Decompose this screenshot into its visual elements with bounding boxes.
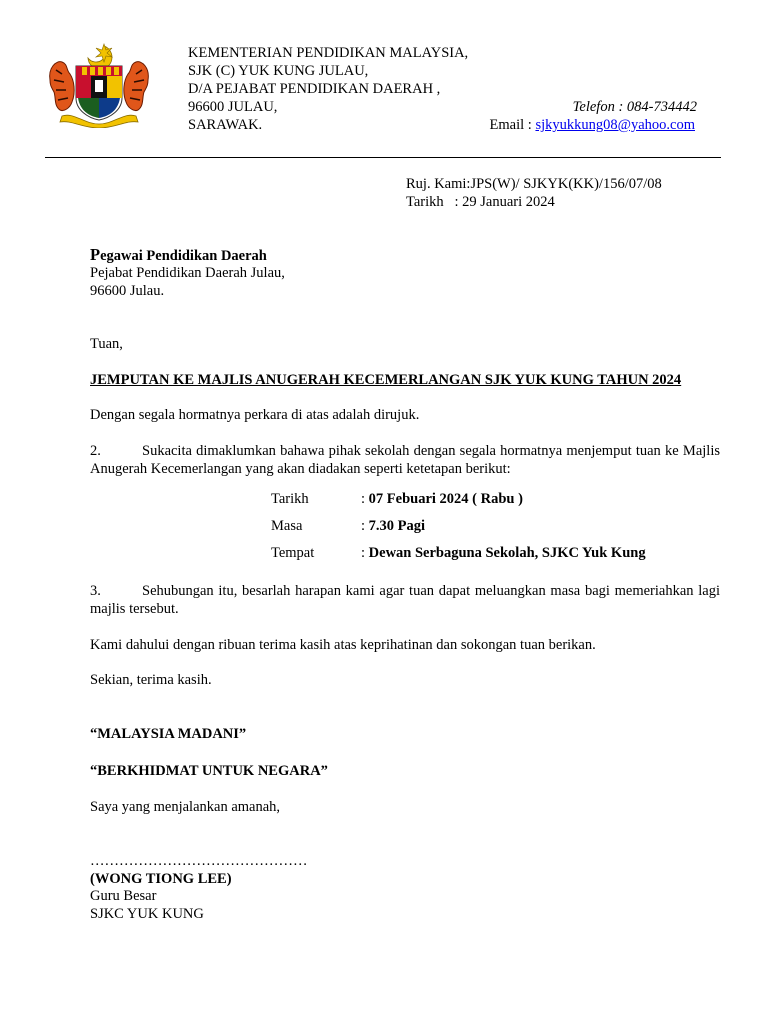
email-link[interactable]: sjkyukkung08@yahoo.com <box>535 117 695 133</box>
paragraph-4: Kami dahului dengan ribuan terima kasih atas keprihatinan dan sokongan tuan berikan. <box>90 637 596 653</box>
detail-time-text: 7.30 Pagi <box>368 518 426 534</box>
slogan-malaysia-madani: “MALAYSIA MADANI” <box>90 726 247 742</box>
school-name: SJK (C) YUK KUNG JULAU, <box>188 63 369 79</box>
paragraph-1: Dengan segala hormatnya perkara di atas adalah dirujuk. <box>90 407 420 423</box>
closing-line: Sekian, terima kasih. <box>90 672 212 688</box>
detail-label-venue: Tempat <box>271 545 315 561</box>
paragraph-3-text: Sehubungan itu, besarlah harapan kami agar tuan dapat meluangkan masa bagi memeriahkan lagi majlis tersebut. <box>90 583 720 617</box>
care-of-address: D/A PEJABAT PENDIDIKAN DAERAH , <box>188 81 441 97</box>
state: SARAWAK. <box>188 117 263 133</box>
detail-separator: : <box>361 545 369 561</box>
coat-of-arms-logo <box>44 40 154 128</box>
slogan-berkhidmat: “BERKHIDMAT UNTUK NEGARA” <box>90 763 328 779</box>
subject-line: JEMPUTAN KE MAJLIS ANUGERAH KECEMERLANGAN SJK YUK KUNG TAHUN 2024 <box>90 372 682 388</box>
detail-value-time <box>361 517 425 535</box>
detail-separator: : <box>361 518 369 534</box>
paragraph-2-number: 2. <box>90 443 101 459</box>
salutation: Tuan, <box>90 336 123 352</box>
recipient-line-2: 96600 Julau. <box>90 283 165 299</box>
detail-value-venue <box>361 544 646 562</box>
detail-value-date <box>361 490 523 508</box>
signatory-position: Guru Besar <box>90 888 157 904</box>
detail-label-time: Masa <box>271 518 303 534</box>
detail-label-date: Tarikh <box>271 491 309 507</box>
letter-date: Tarikh : 29 Januari 2024 <box>406 194 555 210</box>
reference-number: Ruj. Kami:JPS(W)/ SJKYK(KK)/156/07/08 <box>406 176 662 192</box>
detail-venue-text: Dewan Serbaguna Sekolah, SJKC Yuk Kung <box>368 545 646 561</box>
recipient-title-initial: P <box>90 245 101 264</box>
paragraph-2-text: Sukacita dimaklumkan bahawa pihak sekolah dengan segala hormatnya menjemput tuan ke Majlis Anugerah Kecemerlangan yang akan diadakan seperti ketetapan berikut: <box>90 443 720 477</box>
recipient-title-rest: egawai Pendidikan Daerah <box>100 248 267 264</box>
postcode-town: 96600 JULAU, <box>188 99 278 115</box>
email-label: Email : <box>489 117 536 133</box>
recipient-title <box>90 246 267 265</box>
recipient-line-1: Pejabat Pendidikan Daerah Julau, <box>90 265 285 281</box>
detail-separator: : <box>361 491 369 507</box>
header-divider <box>45 157 721 158</box>
signatory-school: SJKC YUK KUNG <box>90 906 204 922</box>
signatory-name: (WONG TIONG LEE) <box>90 871 232 887</box>
paragraph-2 <box>90 442 720 478</box>
phone-number: Telefon : 084-734442 <box>572 99 697 115</box>
paragraph-3 <box>90 582 720 618</box>
paragraph-3-number: 3. <box>90 583 101 599</box>
detail-date-text: 07 Febuari 2024 ( Rabu ) <box>368 491 523 507</box>
ministry-name: KEMENTERIAN PENDIDIKAN MALAYSIA, <box>188 45 469 61</box>
email-line <box>490 116 695 134</box>
sign-off: Saya yang menjalankan amanah, <box>90 799 281 815</box>
signature-line: ……………………………………… <box>90 853 308 869</box>
